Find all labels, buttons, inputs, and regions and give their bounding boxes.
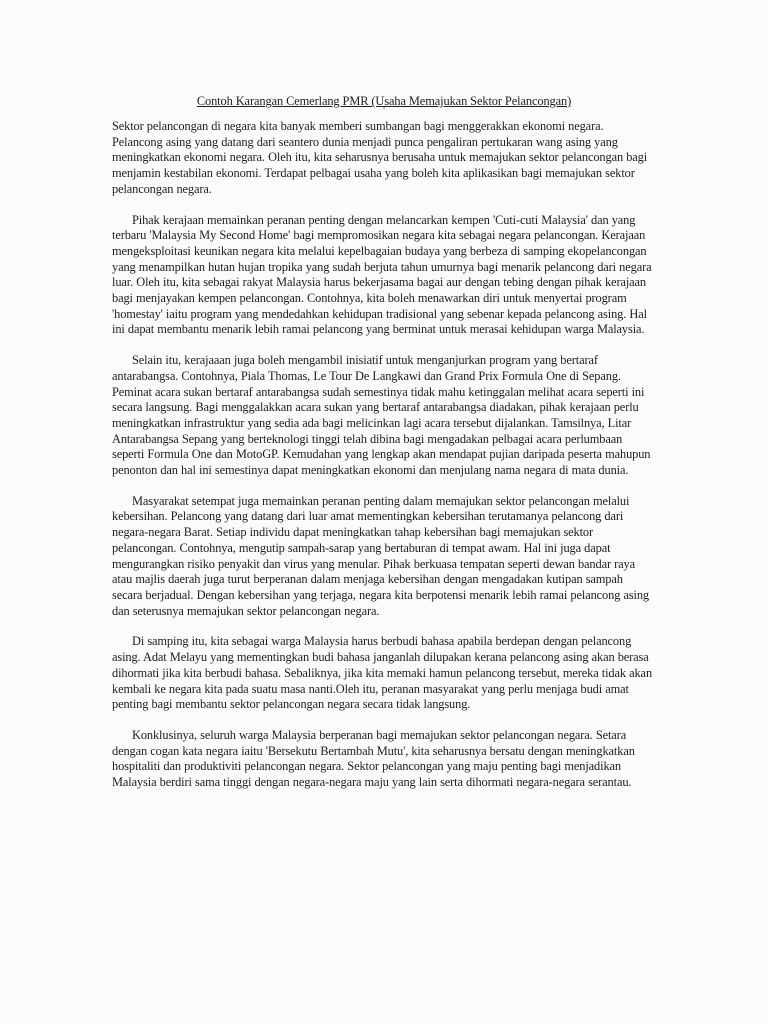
paragraph-introduction: Sektor pelancongan di negara kita banyak memberi sumbangan bagi menggerakkan ekonomi negara. Pelancong asing yang datang dari seantero dunia menjadi punca pengaliran pertukaran wang asing yang meningkatkan ekonomi negara. Oleh itu, kita seharusnya berusaha untuk memajukan sektor pelancongan bagi menjamin kestabilan ekonomi. Terdapat pelbagai usaha yang boleh kita aplikasikan bagi memajukan sektor pelancongan negara. — [112, 119, 648, 196]
document-body — [112, 94, 656, 806]
paragraph-government-campaign: Pihak kerajaan memainkan peranan penting dengan melancarkan kempen 'Cuti-cuti Malaysia' dan yang terbaru 'Malaysia My Second Home' bagi mempromosikan negara kita sebagai negara pelancongan. Kerajaan mengeksploitasi keunikan negara kita melalui kepelbagaian budaya yang berbeza di samping ekopelancongan yang menampilkan hutan hujan tropika yang sudah berjuta tahun umurnya bagi menarik pelancong dari negara luar. Oleh itu, kita sebagai rakyat Malaysia harus bekerjasama bagai aur dengan tebing dengan pihak kerajaan bagi menjayakan kempen pelancongan. Contohnya, kita boleh menawarkan diri untuk menyertai program 'homestay' iaitu program yang mendedahkan kehidupan tradisional yang sebenar kepada pelancong asing. Hal ini dapat membantu menarik lebih ramai pelancong yang berminat untuk merasai kehidupan warga Malaysia. — [112, 212, 652, 337]
paragraph-conclusion: Konklusinya, seluruh warga Malaysia berperanan bagi memajukan sektor pelancongan negara. Setara dengan cogan kata negara iaitu 'Bersekutu Bertambah Mutu', kita seharusnya bersatu dengan meningkatkan hospitaliti dan produktiviti pelancongan negara. Sektor pelancongan yang maju penting bagi menjadikan Malaysia berdiri sama tinggi dengan negara-negara maju yang lain serta dihormati negara-negara serantau. — [112, 727, 635, 790]
stray-mark: ' — [383, 106, 385, 117]
paragraph-international-events: Selain itu, kerajaaan juga boleh mengambil inisiatif untuk menganjurkan program yang bertaraf antarabangsa. Contohnya, Piala Thomas, Le Tour De Langkawi dan Grand Prix Formula One di Sepang. Peminat acara sukan bertaraf antarabangsa sudah semestinya tidak mahu ketinggalan melihat acara seperti ini secara langsung. Bagi menggalakkan acara sukan yang bertaraf antarabangsa diadakan, pihak kerajaan perlu meningkatkan infrastruktur yang sedia ada bagi melicinkan lagi acara tersebut dijalankan. Tamsilnya, Litar Antarabangsa Sepang yang berteknologi tinggi telah dibina bagi mengadakan pelbagai acara perlumbaan seperti Formula One dan MotoGP. Kemudahan yang lengkap akan mendapat pujian daripada peserta mahupun penonton dan hal ini semestinya dapat meningkatkan ekonomi dan menjulang nama negara di mata dunia. — [112, 353, 651, 478]
paragraph-courtesy: Di samping itu, kita sebagai warga Malaysia harus berbudi bahasa apabila berdepan dengan pelancong asing. Adat Melayu yang mementingkan budi bahasa janganlah dilupakan kerana pelancong asing akan berasa dihormati jika kita berbudi bahasa. Sebaliknya, jika kita memaki hamun pelancong tersebut, mereka tidak akan kembali ke negara kita pada suatu masa nanti.Oleh itu, peranan masyarakat yang perlu menjaga budi amat penting bagi membantu sektor pelancongan negara secara tidak langsung. — [112, 634, 653, 712]
paragraph-cleanliness: Masyarakat setempat juga memainkan peranan penting dalam memajukan sektor pelancongan melalui kebersihan. Pelancong yang datang dari luar amat mementingkan kebersihan terutamanya pelancong dari negara-negara Barat. Setiap individu dapat meningkatkan tahap kebersihan bagi memajukan sektor pelancongan. Contohnya, mengutip sampah-sarap yang bertaburan di tempat awam. Hal ini juga dapat mengurangkan risiko penyakit dan virus yang menular. Pihak berkuasa tempatan seperti dewan bandar raya atau majlis daerah juga turut berperanan dalam menjaga kebersihan dengan mengadakan kutipan sampah secara berjadual. Dengan kebersihan yang terjaga, negara kita berpotensi menarik lebih ramai pelancong asing dan seterusnya memajukan sektor pelancongan negara. — [112, 493, 650, 618]
document-title: Contoh Karangan Cemerlang PMR (Usaha Memajukan Sektor Pelancongan) — [196, 94, 572, 108]
